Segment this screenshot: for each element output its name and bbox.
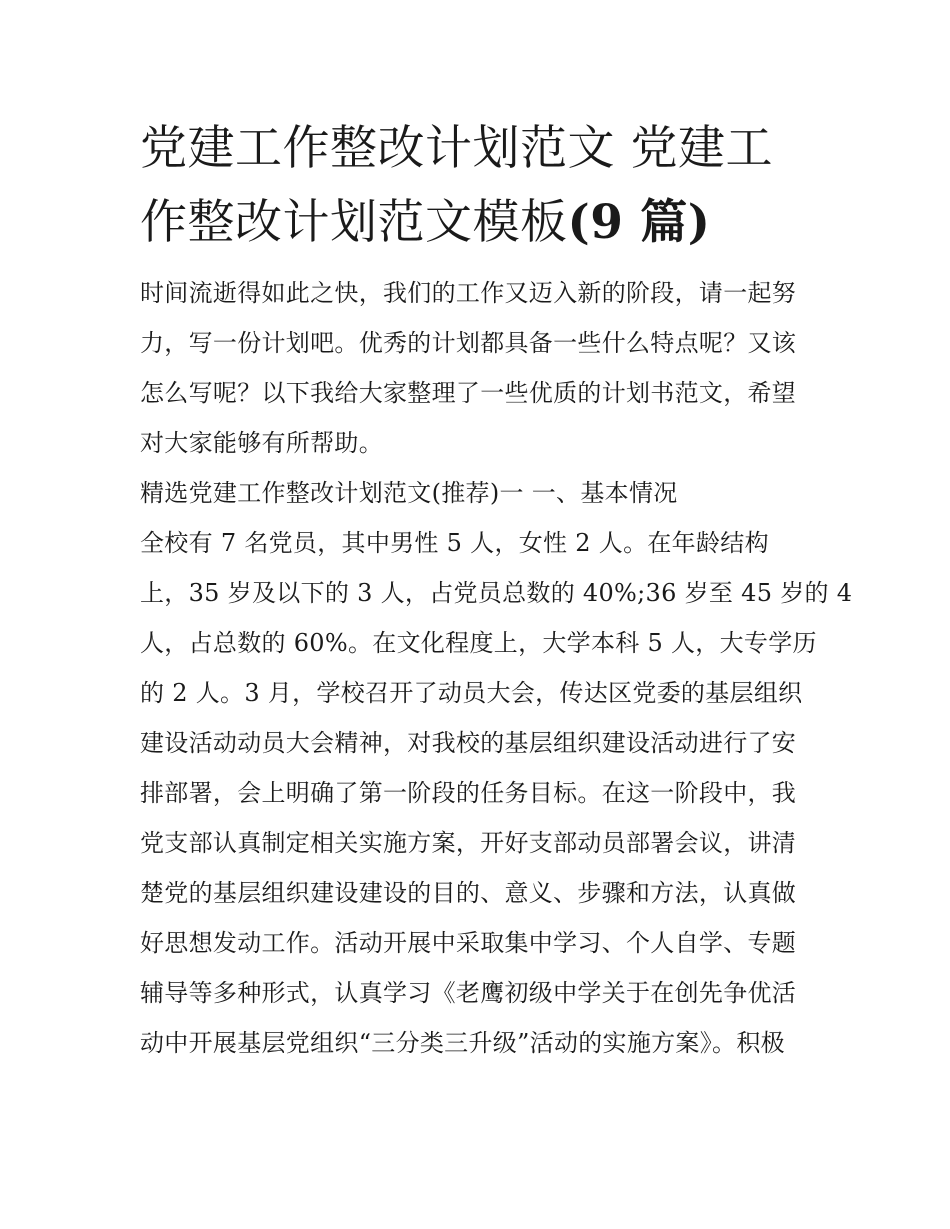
body-line: 全校有 7 名党员，其中男性 5 人，女性 2 人。在年龄结构 <box>140 529 769 557</box>
body-line: 排部署，会上明确了第一阶段的任务目标。在这一阶段中，我 <box>140 779 797 807</box>
title-line-2 <box>140 186 815 260</box>
title-count: (9 篇) <box>567 195 711 250</box>
intro-paragraph <box>140 268 815 468</box>
intro-line: 力，写一份计划吧。优秀的计划都具备一些什么特点呢？又该 <box>140 329 797 357</box>
title-line-2-text: 作整改计划范文模板 <box>140 195 568 250</box>
body-line: 辅导等多种形式，认真学习《老鹰初级中学关于在创先争优活 <box>140 979 797 1007</box>
body-line: 建设活动动员大会精神，对我校的基层组织建设活动进行了安 <box>140 729 797 757</box>
intro-line: 时间流逝得如此之快，我们的工作又迈入新的阶段，请一起努 <box>140 279 797 307</box>
intro-line: 怎么写呢？以下我给大家整理了一些优质的计划书范文，希望 <box>140 379 797 407</box>
document-content <box>140 112 853 1068</box>
body-line: 动中开展基层党组织“三分类三升级”活动的实施方案》。积极 <box>140 1029 785 1057</box>
basic-situation-paragraph <box>140 518 853 1068</box>
body-line: 人，占总数的 60%。在文化程度上，大学本科 5 人，大专学历 <box>140 629 817 657</box>
body-line: 党支部认真制定相关实施方案，开好支部动员部署会议，讲清 <box>140 829 797 857</box>
body-line: 楚党的基层组织建设建设的目的、意义、步骤和方法，认真做 <box>140 879 797 907</box>
title-line-1: 党建工作整改计划范文 党建工 <box>140 121 773 176</box>
document-body <box>140 268 853 1068</box>
body-line: 上，35 岁及以下的 3 人，占党员总数的 40%;36 岁至 45 岁的 4 <box>140 579 853 607</box>
document-title <box>140 112 815 260</box>
intro-line: 对大家能够有所帮助。 <box>140 429 383 457</box>
section-heading: 精选党建工作整改计划范文(推荐)一 一、基本情况 <box>140 479 678 507</box>
body-line: 的 2 人。3 月，学校召开了动员大会，传达区党委的基层组织 <box>140 679 803 707</box>
body-line: 好思想发动工作。活动开展中采取集中学习、个人自学、专题 <box>140 929 797 957</box>
